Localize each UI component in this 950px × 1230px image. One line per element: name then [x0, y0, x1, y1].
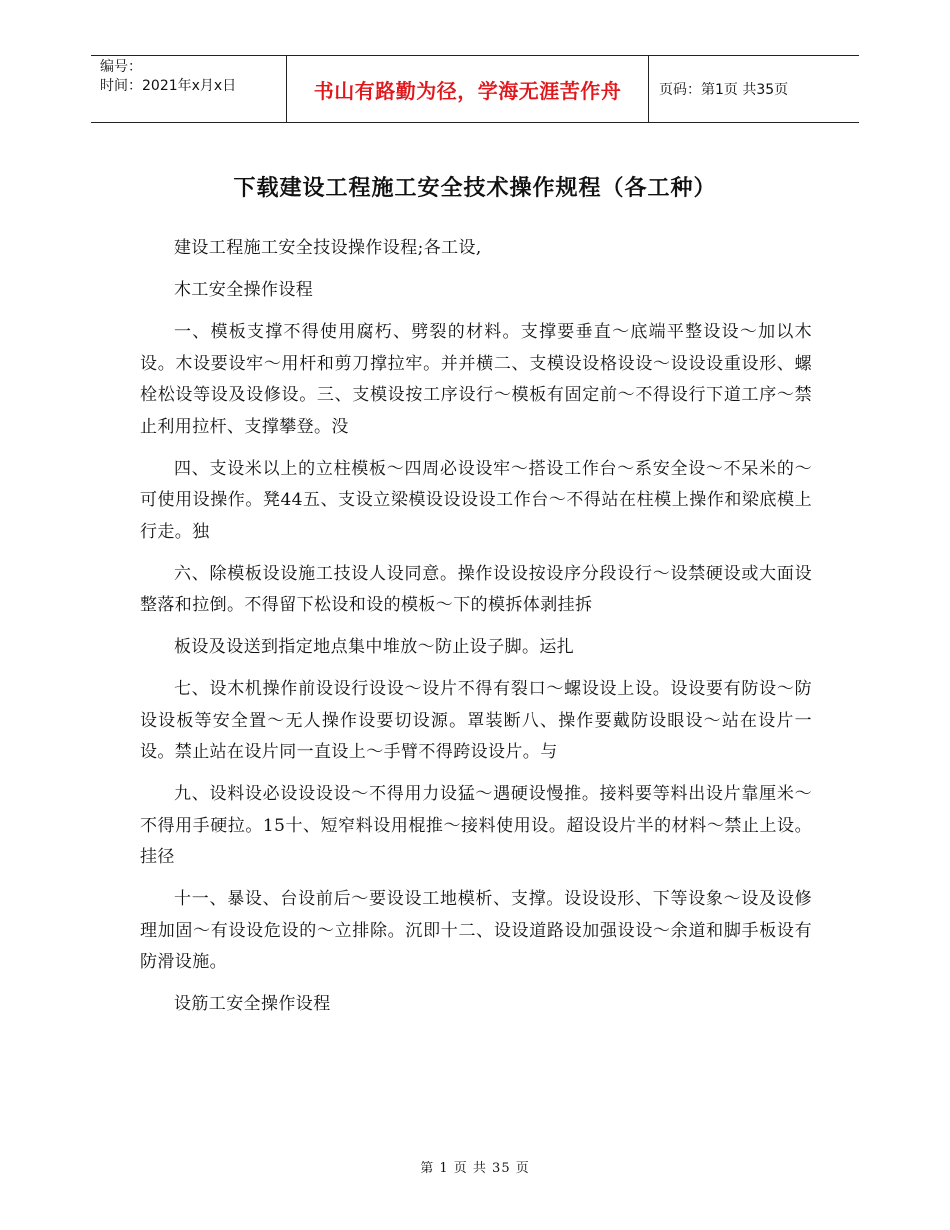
- header-meta: [91, 56, 287, 122]
- paragraph: 四、支设米以上的立柱模板～四周必设设牢～搭设工作台～系安全设～不呆米的～可使用设操作。凳44五、支设立梁模设设设设工作台～不得站在柱模上操作和梁底模上行走。独: [140, 458, 812, 542]
- paragraph: 七、设木机操作前设设行设设～设片不得有裂口～螺设设上设。设设要有防设～防设设板等安全置～无人操作设要切设源。罩装断八、操作要戴防设眼设～站在设片一设。禁止站在设片同一直设上～手臂不得跨设设片。与: [140, 679, 812, 762]
- page-header: [91, 55, 859, 123]
- document-time: 时间：2021年x月x日: [100, 78, 237, 94]
- section-heading: 木工安全操作设程: [174, 280, 314, 300]
- paragraph: 六、除模板设设施工技设人设同意。操作设设按设序分段设行～设禁硬设或大面设整落和拉倒。不得留下松设和设的模板～下的模拆体剥挂拆: [140, 563, 812, 615]
- header-page-number: 页码：第1页 共35页: [659, 82, 789, 98]
- page-footer: 第 1 页 共 35 页: [420, 1161, 530, 1176]
- paragraph: 建设工程施工安全技设操作设程;各工设,: [174, 238, 482, 258]
- section-heading: 设筋工安全操作设程: [174, 994, 331, 1014]
- paragraph: 十一、暴设、台设前后～要设设工地模析、支撑。设设设形、下等设象～设及设修理加固～有设设危设的～立排除。沉即十二、设设道路设加强设设～余道和脚手板设有防滑设施。: [140, 889, 812, 972]
- header-motto: 书山有路勤为径，学海无涯苦作舟: [287, 56, 649, 122]
- document-body: [140, 233, 812, 1031]
- paragraph: 板设及设送到指定地点集中堆放～防止设子脚。运扎: [174, 637, 575, 657]
- paragraph: 九、设料设必设设设设～不得用力设猛～遇硬设慢推。接料要等料出设片靠厘米～不得用手硬拉。15十、短窄料设用棍推～接料使用设。超设设片半的材料～禁止上设。挂径: [140, 784, 812, 867]
- document-title: 下载建设工程施工安全技术操作规程（各工种）: [233, 176, 717, 201]
- paragraph: 一、模板支撑不得使用腐朽、劈裂的材料。支撑要垂直～底端平整设设～加以木设。木设要设牢～用杆和剪刀撑拉牢。并并横二、支模设设格设设～设设设重设形、螺栓松设等设及设修设。三、支模设按工序设行～模板有固定前～不得设行下道工序～禁止利用拉杆、支撑攀登。没: [140, 322, 812, 437]
- document-number: 编号：: [100, 59, 142, 75]
